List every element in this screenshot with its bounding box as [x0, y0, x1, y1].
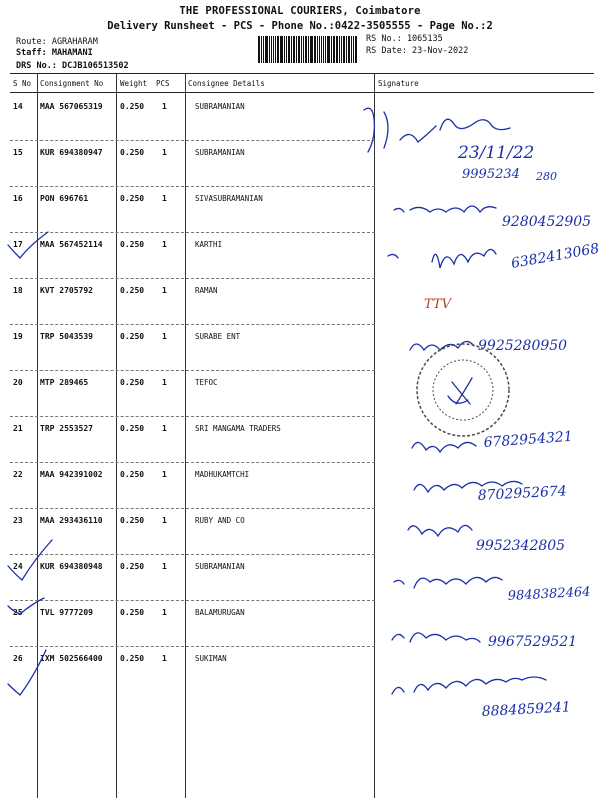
col-header-sno: S No — [13, 79, 32, 88]
barcode-bar — [288, 36, 290, 63]
row-weight: 0.250 — [120, 470, 145, 479]
handwritten-phone: 8702952674 — [477, 483, 568, 504]
barcode-bar — [336, 36, 338, 63]
row-consignment: TRP 2553527 — [40, 424, 93, 433]
row-consignee: SURABE ENT — [195, 332, 241, 341]
row-pcs: 1 — [162, 654, 167, 663]
barcode-bar — [277, 36, 279, 63]
barcode-bar — [291, 36, 292, 63]
col-header-weight: Weight — [120, 79, 148, 88]
barcode-image — [258, 36, 358, 63]
table-row — [10, 232, 594, 278]
row-sno: 24 — [13, 562, 23, 571]
row-weight: 0.250 — [120, 102, 145, 111]
row-consignment: MAA 567452114 — [40, 240, 103, 249]
row-consignee: SUKIMAN — [195, 654, 227, 663]
row-consignment: IXM 502566400 — [40, 654, 103, 663]
col-header-consignee: Consignee Details — [188, 79, 265, 88]
row-pcs: 1 — [162, 148, 167, 157]
barcode-bar — [341, 36, 342, 63]
table-row — [10, 278, 594, 324]
row-consignment: TVL 9777209 — [40, 608, 93, 617]
handwritten-phone: 9967529521 — [488, 634, 578, 650]
handwritten-phone: 6782954321 — [483, 428, 574, 451]
barcode-bar — [317, 36, 318, 63]
barcode-bar — [298, 36, 300, 63]
drs-number: DRS No.: DCJB106513502 — [16, 61, 129, 71]
barcode-bar — [355, 36, 357, 63]
table-row — [10, 416, 594, 462]
row-pcs: 1 — [162, 286, 167, 295]
row-weight: 0.250 — [120, 516, 145, 525]
row-consignee: BALAMURUGAN — [195, 608, 245, 617]
route-label: Route: AGRAHARAM — [16, 37, 98, 47]
row-consignment: MTP 289465 — [40, 378, 89, 387]
rs-date: RS Date: 23-Nov-2022 — [366, 46, 469, 56]
row-weight: 0.250 — [120, 332, 145, 341]
barcode-bar — [310, 36, 313, 63]
row-weight: 0.250 — [120, 148, 145, 157]
runsheet-subtitle: Delivery Runsheet - PCS - Phone No.:0422-3505555 - Page No.:2 — [107, 20, 493, 32]
barcode-bar — [269, 36, 270, 63]
table-row — [10, 646, 594, 692]
row-consignment: MAA 567065319 — [40, 102, 103, 111]
row-sno: 19 — [13, 332, 23, 341]
handwritten-phone: 9995234 — [462, 167, 520, 182]
barcode-bar — [339, 36, 340, 63]
handwritten-phone: 9925280950 — [478, 338, 568, 354]
handwritten-initials: TTV — [424, 297, 451, 312]
row-sno: 25 — [13, 608, 23, 617]
row-weight: 0.250 — [120, 286, 145, 295]
barcode-bar — [305, 36, 307, 63]
row-weight: 0.250 — [120, 562, 145, 571]
table-row — [10, 324, 594, 370]
handwritten-note: 280 — [536, 170, 557, 183]
row-pcs: 1 — [162, 470, 167, 479]
table-row — [10, 462, 594, 508]
handwritten-phone: 9280452905 — [502, 214, 592, 230]
table-row — [10, 140, 594, 186]
row-pcs: 1 — [162, 378, 167, 387]
row-consignee: TEFOC — [195, 378, 218, 387]
barcode-bar — [301, 36, 302, 63]
handwritten-date: 23/11/22 — [458, 143, 535, 163]
barcode-bar — [265, 36, 268, 63]
row-pcs: 1 — [162, 562, 167, 571]
row-sno: 16 — [13, 194, 23, 203]
barcode-bar — [353, 36, 354, 63]
row-weight: 0.250 — [120, 194, 145, 203]
row-consignee: SUBRAMANIAN — [195, 148, 245, 157]
barcode-bar — [333, 36, 335, 63]
barcode-bar — [325, 36, 326, 63]
table-row — [10, 600, 594, 646]
row-sno: 15 — [13, 148, 23, 157]
row-sno: 26 — [13, 654, 23, 663]
row-pcs: 1 — [162, 424, 167, 433]
row-consignee: SUBRAMANIAN — [195, 562, 245, 571]
barcode-bar — [258, 36, 260, 63]
handwritten-phone: 9848382464 — [507, 584, 591, 604]
barcode-bar — [351, 36, 352, 63]
barcode-bar — [327, 36, 330, 63]
table-row — [10, 370, 594, 416]
row-sno: 14 — [13, 102, 23, 111]
row-consignment: KUR 694380947 — [40, 148, 103, 157]
row-weight: 0.250 — [120, 424, 145, 433]
row-pcs: 1 — [162, 332, 167, 341]
table-row — [10, 508, 594, 554]
row-consignment: MAA 942391002 — [40, 470, 103, 479]
barcode-bar — [271, 36, 273, 63]
barcode-bar — [263, 36, 264, 63]
handwritten-phone: 6382413068 — [509, 240, 600, 272]
barcode-bar — [273, 36, 274, 63]
row-consignee: KARTHI — [195, 240, 223, 249]
row-consignee: SUBRAMANIAN — [195, 102, 245, 111]
table-row — [10, 94, 594, 140]
row-consignment: TRP 5043539 — [40, 332, 93, 341]
row-pcs: 1 — [162, 516, 167, 525]
row-consignee: SIVASUBRAMANIAN — [195, 194, 263, 203]
barcode-bar — [261, 36, 262, 63]
row-weight: 0.250 — [120, 240, 145, 249]
handwritten-phone: 9952342805 — [476, 538, 566, 554]
row-consignee: SRI MANGAMA TRADERS — [195, 424, 281, 433]
row-pcs: 1 — [162, 102, 167, 111]
barcode-bar — [284, 36, 285, 63]
barcode-bar — [280, 36, 283, 63]
barcode-bar — [308, 36, 309, 63]
barcode-bar — [293, 36, 296, 63]
row-sno: 20 — [13, 378, 23, 387]
row-sno: 17 — [13, 240, 23, 249]
barcode-bar — [319, 36, 320, 63]
barcode-bar — [346, 36, 347, 63]
barcode-bar — [343, 36, 346, 63]
row-consignment: MAA 293436110 — [40, 516, 103, 525]
row-consignee: RUBY AND CO — [195, 516, 245, 525]
row-sno: 22 — [13, 470, 23, 479]
row-consignee: MADHUKAMTCHI — [195, 470, 250, 479]
staff-label: Staff: MAHAMANI — [16, 48, 93, 58]
barcode-bar — [323, 36, 324, 63]
row-consignment: KUR 694380948 — [40, 562, 103, 571]
col-header-consignment: Consignment No — [40, 79, 104, 88]
row-pcs: 1 — [162, 194, 167, 203]
row-consignee: RAMAN — [195, 286, 218, 295]
rs-number: RS No.: 1065135 — [366, 34, 443, 44]
table-header — [10, 74, 594, 93]
row-pcs: 1 — [162, 608, 167, 617]
row-weight: 0.250 — [120, 654, 145, 663]
barcode-bar — [296, 36, 297, 63]
barcode-bar — [331, 36, 332, 63]
barcode-bar — [314, 36, 316, 63]
barcode-bar — [321, 36, 323, 63]
row-consignment: PON 696761 — [40, 194, 89, 203]
table-row — [10, 554, 594, 600]
handwritten-phone: 8884859241 — [481, 699, 572, 720]
row-sno: 18 — [13, 286, 23, 295]
row-weight: 0.250 — [120, 608, 145, 617]
row-consignment: KVT 2705792 — [40, 286, 93, 295]
row-sno: 21 — [13, 424, 23, 433]
row-weight: 0.250 — [120, 378, 145, 387]
row-pcs: 1 — [162, 240, 167, 249]
runsheet-table — [10, 73, 594, 798]
col-header-pcs: PCS — [156, 79, 170, 88]
barcode-bar — [303, 36, 304, 63]
col-header-signature: Signature — [378, 79, 419, 88]
table-row — [10, 186, 594, 232]
row-sno: 23 — [13, 516, 23, 525]
barcode-bar — [286, 36, 287, 63]
document-title: THE PROFESSIONAL COURIERS, Coimbatore — [179, 5, 421, 17]
barcode-bar — [275, 36, 276, 63]
barcode-bar — [348, 36, 350, 63]
